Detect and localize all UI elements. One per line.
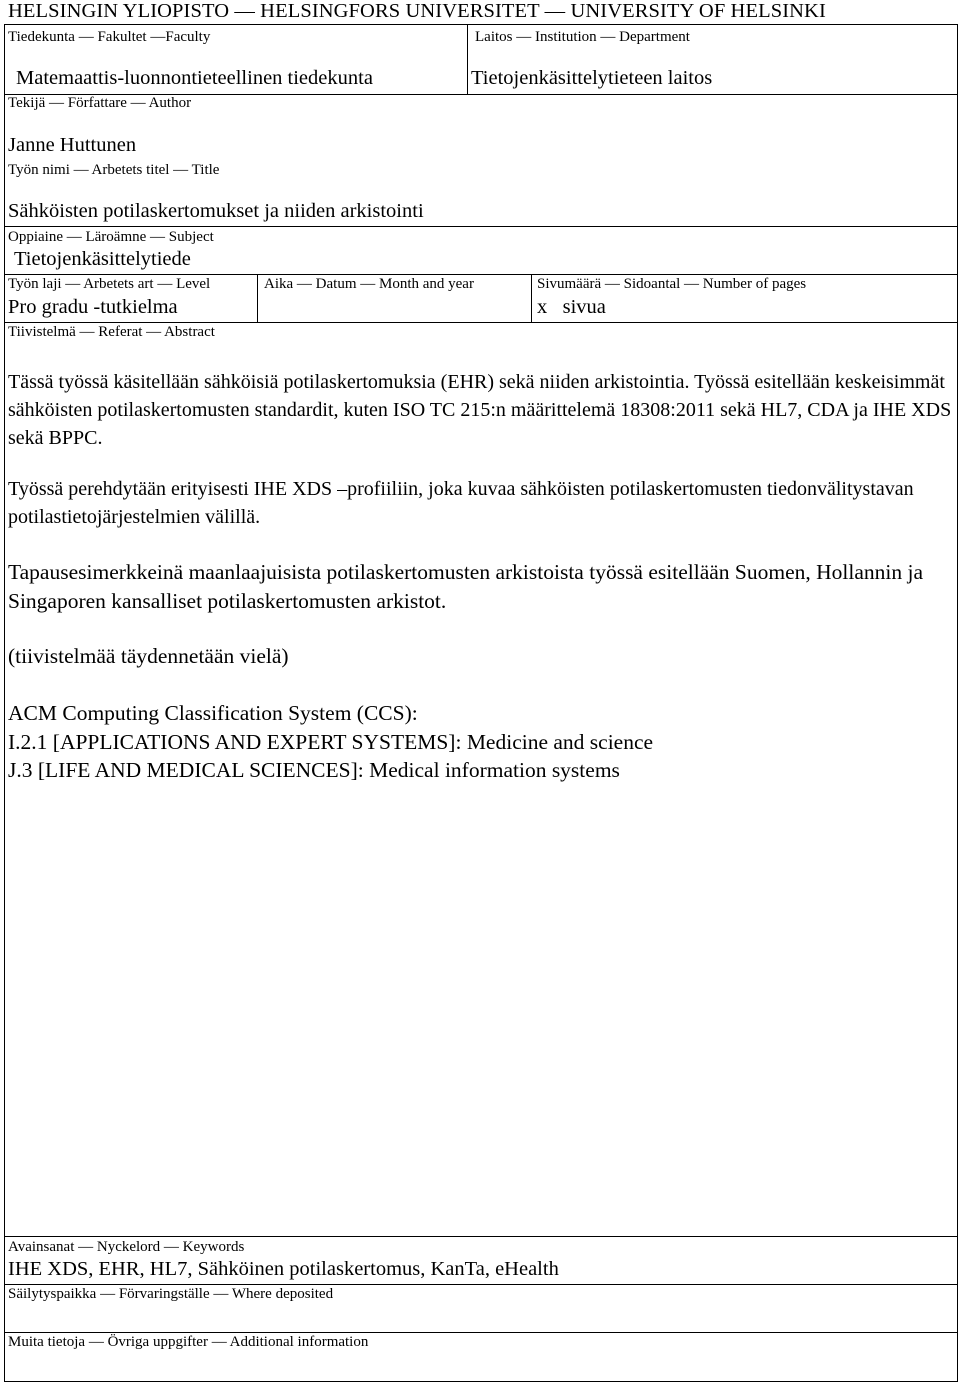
classification-heading: ACM Computing Classification System (CCS): (8, 701, 418, 725)
divider-faculty-department (467, 24, 468, 94)
divider-level-date (257, 274, 258, 322)
classification-line-1: I.2.1 [APPLICATIONS AND EXPERT SYSTEMS]: Medicine and science (8, 730, 654, 754)
abstract-paragraph-4: (tiivistelmää täydennetään vielä) (8, 644, 289, 668)
rule-before-deposited (4, 1284, 958, 1285)
author-label: Tekijä — Författare — Author (8, 95, 192, 111)
faculty-value: Matemaattis-luonnontieteellinen tiedekunta (16, 67, 373, 89)
faculty-label: Tiedekunta — Fakultet —Faculty (8, 29, 211, 45)
pages-value: x sivua (537, 296, 606, 318)
author-value: Janne Huttunen (8, 134, 137, 156)
abstract-paragraph-2: Työssä perehdytään erityisesti IHE XDS –profiiliin, joka kuvaa sähköisten potilaskertomusten tiedonvälitystavan potilastietojärjestelmien välillä. (8, 478, 914, 528)
rule-after-title (4, 226, 958, 227)
abstract-paragraph-1: Tässä työssä käsitellään sähköisiä potilaskertomuksia (EHR) sekä niiden arkistointia. Työssä esitellään keskeisimmät sähköisten potilaskertomusten standardit, kuten ISO TC 215:n määrittelemä 18308:2011 sekä HL7, CDA ja IHE XDS sekä BPPC. (8, 371, 952, 449)
subject-label: Oppiaine — Läroämne — Subject (8, 229, 214, 245)
pages-label: Sivumäärä — Sidoantal — Number of pages (537, 276, 807, 292)
title-value: Sähköisten potilaskertomukset ja niiden arkistointi (8, 200, 424, 222)
level-label: Työn laji — Arbetets art — Level (8, 276, 211, 292)
deposited-label: Säilytyspaikka — Förvaringställe — Where deposited (8, 1286, 334, 1302)
subject-value: Tietojenkäsittelytiede (14, 248, 191, 270)
keywords-label: Avainsanat — Nyckelord — Keywords (8, 1239, 245, 1255)
rule-after-subject (4, 274, 958, 275)
abstract-paragraph-3: Tapausesimerkkeinä maanlaajuisista potilaskertomusten arkistoista työssä esitellään Suomen, Hollannin ja Singaporen kansalliset potilaskertomusten arkistot. (8, 560, 924, 613)
keywords-value: IHE XDS, EHR, HL7, Sähköinen potilaskertomus, KanTa, eHealth (8, 1258, 559, 1280)
rule-before-additional (4, 1332, 958, 1333)
university-header: HELSINGIN YLIOPISTO — HELSINGFORS UNIVERSITET — UNIVERSITY OF HELSINKI (8, 0, 826, 22)
classification-line-2: J.3 [LIFE AND MEDICAL SCIENCES]: Medical information systems (8, 758, 620, 782)
divider-date-pages (531, 274, 532, 322)
department-label: Laitos — Institution — Department (475, 29, 690, 45)
title-label: Työn nimi — Arbetets titel — Title (8, 162, 220, 178)
abstract-label: Tiivistelmä — Referat — Abstract (8, 324, 215, 340)
rule-after-level (4, 322, 958, 323)
level-value: Pro gradu -tutkielma (8, 296, 178, 318)
department-value: Tietojenkäsittelytieteen laitos (471, 67, 713, 89)
rule-before-keywords (4, 1236, 958, 1237)
date-label: Aika — Datum — Month and year (264, 276, 474, 292)
additional-label: Muita tietoja — Övriga uppgifter — Additional information (8, 1334, 369, 1350)
